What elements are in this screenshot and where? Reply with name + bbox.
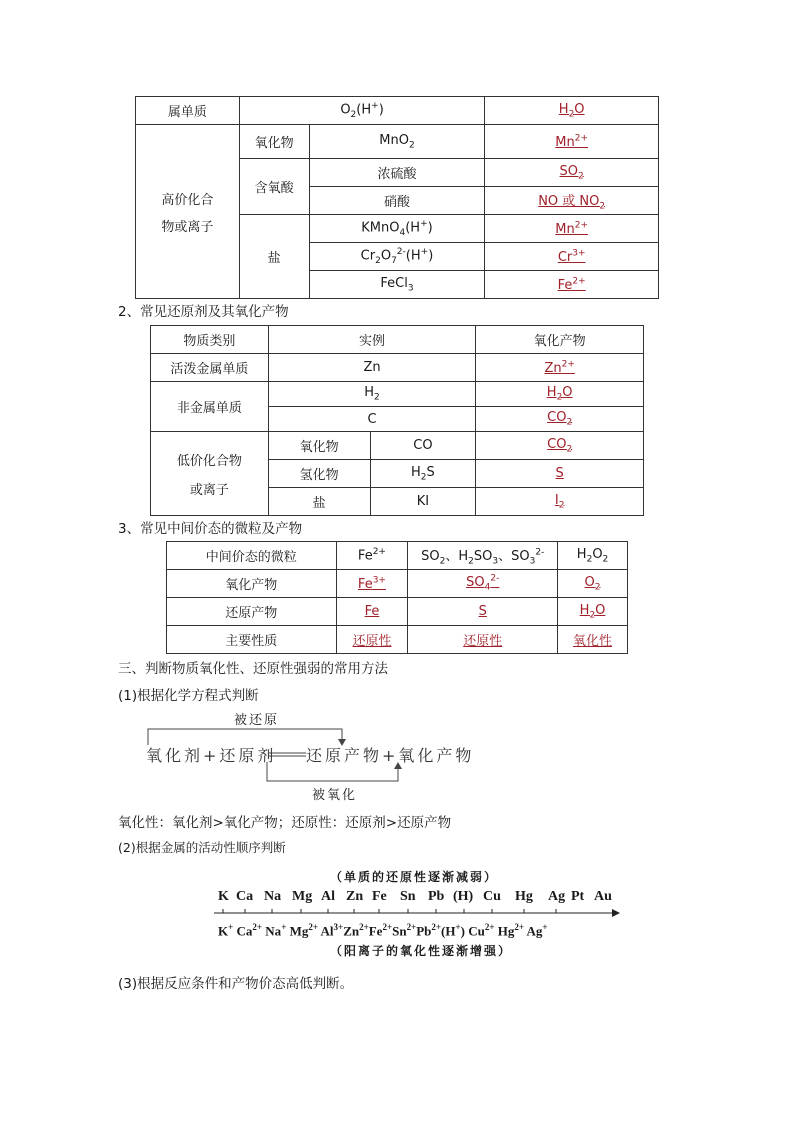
header-example: 实例: [268, 326, 476, 354]
metal-symbol: Hg: [515, 889, 533, 904]
metal-symbol: K: [218, 889, 229, 904]
header-col: $Fe^{2+}$: [336, 542, 408, 570]
oxidant-products-table: [135, 96, 659, 299]
cell-sub: 氧化物: [268, 432, 370, 460]
cell-product: $Cr^{3+}$: [485, 243, 659, 271]
row-label: 还原产物: [167, 598, 337, 626]
cell-group-label: [136, 125, 240, 299]
section-three-title: 三、判断物质氧化性、还原性强弱的常用方法: [118, 661, 388, 677]
cell-example: KI: [370, 488, 476, 516]
cell-example: 浓硫酸: [309, 159, 485, 187]
cell-example: FeCl$_3$: [309, 271, 485, 299]
row-label: 主要性质: [167, 626, 337, 654]
cell-product: $CO_2$: [476, 407, 644, 432]
cell-sub-oxide: 氧化物: [239, 125, 309, 159]
cell-example: C: [268, 407, 476, 432]
low-category-line2: 或离子: [189, 482, 229, 498]
method-3-title: (3)根据反应条件和产物价态高低判断。: [118, 976, 354, 992]
metal-symbol: Mg: [292, 889, 313, 904]
ion-row: K+ $Ca^{2+}$ Na+ $Mg^{2+}$ $Al^{3+}Zn^{2+}Fe^{2+}Sn^{2+}Pb^{2+}(H^+)$ $Cu^{2+}$ $Hg^{2+}$ Ag+: [218, 922, 548, 939]
cell-product: $Fe^{2+}$: [485, 271, 659, 299]
header-particle: 中间价态的微粒: [167, 542, 337, 570]
cell-category: 活泼金属单质: [151, 354, 269, 382]
group-label-line1: 高价化合: [161, 192, 214, 208]
metal-symbol: Au: [594, 889, 612, 904]
reductant-products-table: [150, 325, 644, 516]
low-category-line1: 低价化合物: [176, 453, 242, 469]
cell-sub-salt: 盐: [239, 215, 309, 299]
metal-symbol: Ca: [236, 889, 254, 904]
cell-value: $Fe^{3+}$: [336, 570, 408, 598]
cell-value: 还原性: [408, 626, 558, 654]
row-label: 氧化产物: [167, 570, 337, 598]
metal-symbol: Na: [264, 889, 282, 904]
cell-example: $Cr_2O_7^{2-}(H^+)$: [309, 243, 485, 271]
activity-series-diagram: [214, 866, 624, 961]
cell-sub: 氢化物: [268, 460, 370, 488]
metal-symbol: Al: [321, 889, 335, 904]
cell-category: 属单质: [136, 97, 240, 125]
section-2-title: 2、常见还原剂及其氧化产物: [118, 304, 289, 320]
cell-value: $H_2O$: [558, 598, 628, 626]
section-3-title: 3、常见中间价态的微粒及产物: [118, 521, 303, 537]
cell-example: Zn: [268, 354, 476, 382]
cell-example: CO: [370, 432, 476, 460]
cell-product: $H_2O$: [485, 97, 659, 125]
cell-category: [151, 432, 269, 516]
cell-example: $H_2S$: [370, 460, 476, 488]
header-col: $H_2O_2$: [558, 542, 628, 570]
method-1-title: (1)根据化学方程式判断: [118, 688, 259, 704]
series-axis-arrow: [214, 906, 624, 920]
metal-symbol: Sn: [400, 889, 416, 904]
top-caption: （单质的还原性逐渐减弱）: [330, 870, 499, 884]
group-label-line2: 物或离子: [161, 219, 214, 235]
cell-product: $Mn^{2+}$: [485, 215, 659, 243]
cell-example: KMnO$_4$(H+): [309, 215, 485, 243]
cell-value: Fe: [336, 598, 408, 626]
cell-value: S: [408, 598, 558, 626]
metal-symbol: Ag: [548, 889, 566, 904]
cell-sub-oxyacid: 含氧酸: [239, 159, 309, 215]
equation-right: 还原产物+氧化产物: [306, 746, 475, 765]
oxidized-label: 被氧化: [312, 788, 358, 803]
cell-product: $CO_2$: [476, 432, 644, 460]
metal-symbol: Pt: [571, 889, 585, 904]
cell-product: $Zn^{2+}$: [476, 354, 644, 382]
header-col: $SO_2$、$H_2SO_3$、$SO_3^{2-}$: [408, 542, 558, 570]
header-product: 氧化产物: [476, 326, 644, 354]
metal-symbol: Zn: [346, 889, 364, 904]
cell-product: $H_2O$: [476, 382, 644, 407]
equation-left: 氧化剂+还原剂: [146, 746, 277, 765]
cell-product: S: [476, 460, 644, 488]
method-2-title: (2)根据金属的活动性顺序判断: [118, 840, 286, 855]
cell-value: $SO_4^{2-}$: [408, 570, 558, 598]
cell-product: $I_2$: [476, 488, 644, 516]
cell-value: 氧化性: [558, 626, 628, 654]
metal-symbol: Fe: [372, 889, 387, 904]
metal-symbol: (H): [453, 889, 474, 904]
cell-example: MnO$_2$: [309, 125, 485, 159]
bottom-caption: （阳离子的氧化性逐渐增强）: [330, 944, 513, 958]
cell-sub: 盐: [268, 488, 370, 516]
header-category: 物质类别: [151, 326, 269, 354]
cell-category: 非金属单质: [151, 382, 269, 432]
redox-equation-diagram: [140, 705, 480, 805]
cell-product: $SO_2$: [485, 159, 659, 187]
cell-value: 还原性: [336, 626, 408, 654]
cell-example: $O_2(H^+)$: [239, 97, 485, 125]
cell-example: $H_2$: [268, 382, 476, 407]
cell-product: NO 或 $NO_2$: [485, 187, 659, 215]
reduced-label: 被还原: [234, 713, 280, 728]
cell-product: $Mn^{2+}$: [485, 125, 659, 159]
metal-row: [214, 889, 624, 907]
metal-symbol: Cu: [483, 889, 501, 904]
conclusion-text: 氧化性：氧化剂>氧化产物；还原性：还原剂>还原产物: [118, 815, 452, 831]
intermediate-valence-table: [166, 541, 628, 654]
cell-value: $O_2$: [558, 570, 628, 598]
cell-example: 硝酸: [309, 187, 485, 215]
metal-symbol: Pb: [428, 889, 445, 904]
